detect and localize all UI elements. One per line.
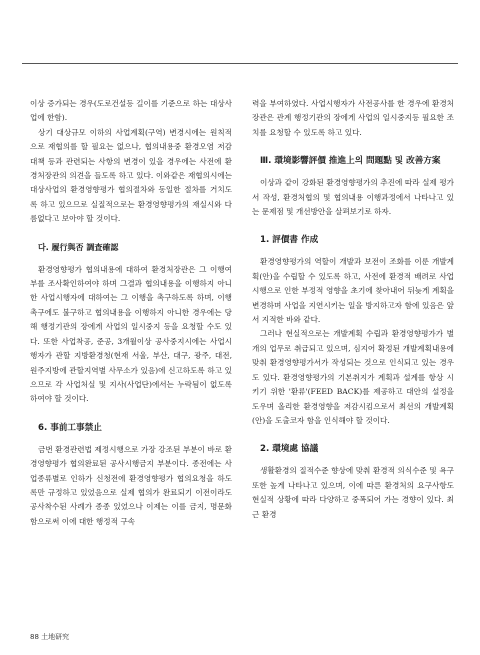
page-footer: 88 土地研究 [30, 633, 70, 641]
section-heading-6: 6. 事前工事禁止 [38, 422, 102, 433]
paragraph: 생활환경의 질적수준 향상에 맞춰 환경적 의식수준 및 욕구 또한 높게 나타나고 있으며, 이에 따른 환경처의 요구사항도 현실적 상황에 따라 다양하고 중폭되어 가는 경향이 있다. 최근 환경 [252, 466, 454, 519]
section-heading-III: Ⅲ. 環境影響評價 推進上의 問題點 및 改善方案 [260, 156, 441, 167]
section-heading-2: 2. 環境處 協議 [260, 444, 319, 455]
right-column [252, 97, 454, 522]
paragraph: 그러나 현실적으로는 개발계획 수립과 환경영향평가가 별개의 업무로 취급되고 있으며, 심지어 확정된 개발계획내용에 맞춰 환경영향평가서가 작성되는 것으로 인식되고 있는 경우도 있다. 환경영향평가의 기본취지가 계획과 설계를 항상 시키기 위한 '환류'(FEED BACK)를 제공하고 대안의 설정을 도우며 올리한 환경영향을 저감시킴으로서 최선의 개발계획(안)을 도출코자 함을 인식해야 할 것이다. [252, 329, 454, 425]
section-heading-1: 1. 評價書 作成 [260, 235, 319, 246]
paragraph: 상기 대상규모 이하의 사업계획(구역) 변경시에는 원칙적으로 재협의를 할 필요는 없으나, 협의내용중 환경오염 저감대책 등과 관련되는 사항의 변경이 있을 경우에는 사전에 환경처장관의 의견을 들도록 하고 있다. 이와같은 재협의시에는 대상사업의 환경영향평가 협의절차와 동일한 절차를 거치도록 하고 있으므로 실질적으로는 환경영향평가의 재실시와 다름없다고 보아야 할 것이다. [30, 127, 232, 224]
paragraph: 이상과 같이 강화된 환경영향평가의 추진에 따라 실제 평가서 작성, 환경처협의 및 협의내용 이행과정에서 나타나고 있는 문제점 및 개선방안을 살펴보기로 하자. [252, 178, 454, 217]
section-heading-da: 다. 履行與否 調査確認 [38, 242, 119, 252]
top-rule [22, 63, 458, 64]
paragraph: 금번 환경관련법 제정시행으로 가장 강조된 부분이 바로 환경영향평가 협의완료된 공사시행금지 부분이다. 종전에는 사업종류별로 인하가 신청전에 환경영향평가 협의요청을 하도록만 규정하고 있었음으로 실제 협의가 완료되기 이전이라도 공사착수된 사례가 종종 있었으나 이제는 이를 금지, 명문화함으로써 이에 대한 행정적 구속 [30, 444, 232, 526]
paragraph: 이상 증가되는 경우(도로건설등 길이를 기준으로 하는 대상사업에 한함). [30, 99, 232, 123]
paragraph: 환경영향평가 협의내용에 대하여 환경처장관은 그 이행여부를 조사확인하여야 하며 그결과 협의내용을 이행하지 아니한 사업시행자에 대하여는 그 이행을 촉구하도록 하며, 이행촉구에도 불구하고 협의내용을 이행하지 아니한 경우에는 당해 행정기관의 장에게 사업의 일시중지 등을 요청할 수도 있다. 또한 사업착공, 준공, 3개월이상 공사중지시에는 사업시행자가 관할 지방환경청(현재 서울, 부산, 대구, 광주, 대전, 원주지방에 관할지역별 사무소가 있음)에 신고하도록 하고 있으므로 각 사업처실 및 지사(사업단)에서는 누락됨이 없도록 하여야 할 것이다. [30, 264, 232, 404]
paragraph: 환경영향평가의 역할이 개발과 보전이 조화를 이룬 개발계획(안)을 수립할 수 있도록 하고, 사전에 환경적 배려로 사업시행으로 인한 부정적 영향을 초기에 찾아내어 뒤늦게 계획을 변경하며 사업을 지연시키는 일을 방지하고자 함에 있음은 앞서 지적한 바와 같다. [252, 257, 454, 325]
left-column [30, 97, 232, 529]
paragraph: 력을 부여하였다. 사업시행자가 사전공사를 한 경우에 환경처장관은 관계 행정기관의 장에게 사업의 일시중지등 필요한 조치를 요청할 수 있도록 하고 있다. [252, 99, 454, 137]
